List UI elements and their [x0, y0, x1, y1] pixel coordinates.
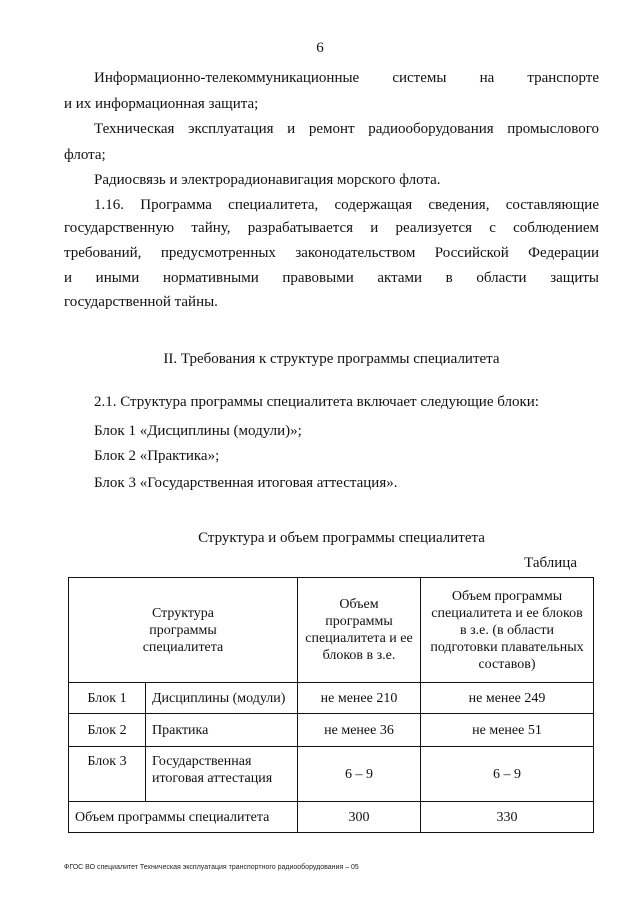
footer-note: ФГОС ВО специалитет Техническая эксплуатация транспортного радиооборудования – 05: [64, 864, 359, 871]
table-row: [69, 747, 594, 802]
cell-volume-naval: не менее 249: [421, 683, 594, 714]
cell-block: Блок 3: [69, 747, 146, 802]
total-volume: 300: [298, 802, 421, 833]
table-row: [69, 683, 594, 714]
table-title: Структура и объем программы специалитета: [198, 530, 485, 546]
header-volume-naval: Объем программы специалитета и ее блоков в з.е. (в области подготовки плавательных составов): [421, 578, 594, 683]
total-volume-naval: 330: [421, 802, 594, 833]
total-label: Объем программы специалитета: [69, 802, 298, 833]
text-line: и иными нормативными правовыми актами в области защиты: [64, 270, 599, 286]
program-structure-table: [68, 577, 594, 833]
text-line: Радиосвязь и электрорадионавигация морского флота.: [94, 172, 441, 188]
text-line: и их информационная защита;: [64, 96, 259, 112]
block-item: Блок 3 «Государственная итоговая аттестация».: [94, 475, 398, 491]
table-label: Таблица: [524, 555, 577, 571]
header-volume: Объем программы специалитета и ее блоков в з.е.: [298, 578, 421, 683]
cell-name: Дисциплины (модули): [146, 683, 298, 714]
cell-volume: 6 – 9: [298, 747, 421, 802]
cell-name: Практика: [146, 714, 298, 747]
text-line: требований, предусмотренных законодательством Российской Федерации: [64, 245, 599, 261]
header-structure: Структура программы специалитета: [69, 578, 298, 683]
block-item: Блок 2 «Практика»;: [94, 448, 220, 464]
page-number: 6: [316, 40, 324, 56]
text-line: 1.16. Программа специалитета, содержащая сведения, составляющие: [94, 197, 599, 213]
block-item: Блок 1 «Дисциплины (модули)»;: [94, 423, 302, 439]
cell-volume-naval: 6 – 9: [421, 747, 594, 802]
cell-block: Блок 2: [69, 714, 146, 747]
text-line: государственной тайны.: [64, 294, 218, 310]
text-line: Информационно-телекоммуникационные системы на транспорте: [94, 70, 599, 86]
structure-intro: 2.1. Структура программы специалитета включает следующие блоки:: [94, 394, 539, 410]
cell-volume: не менее 36: [298, 714, 421, 747]
cell-block: Блок 1: [69, 683, 146, 714]
cell-volume: не менее 210: [298, 683, 421, 714]
text-line: Техническая эксплуатация и ремонт радиооборудования промыслового: [94, 121, 599, 137]
table-total-row: [69, 802, 594, 833]
cell-name: Государственная итоговая аттестация: [146, 747, 298, 802]
table-row: [69, 714, 594, 747]
text-line: флота;: [64, 147, 106, 163]
cell-volume-naval: не менее 51: [421, 714, 594, 747]
table-header-row: [69, 578, 594, 683]
text-line: государственную тайну, разрабатывается и реализуется с соблюдением: [64, 220, 599, 236]
section-heading: II. Требования к структуре программы специалитета: [163, 351, 500, 367]
